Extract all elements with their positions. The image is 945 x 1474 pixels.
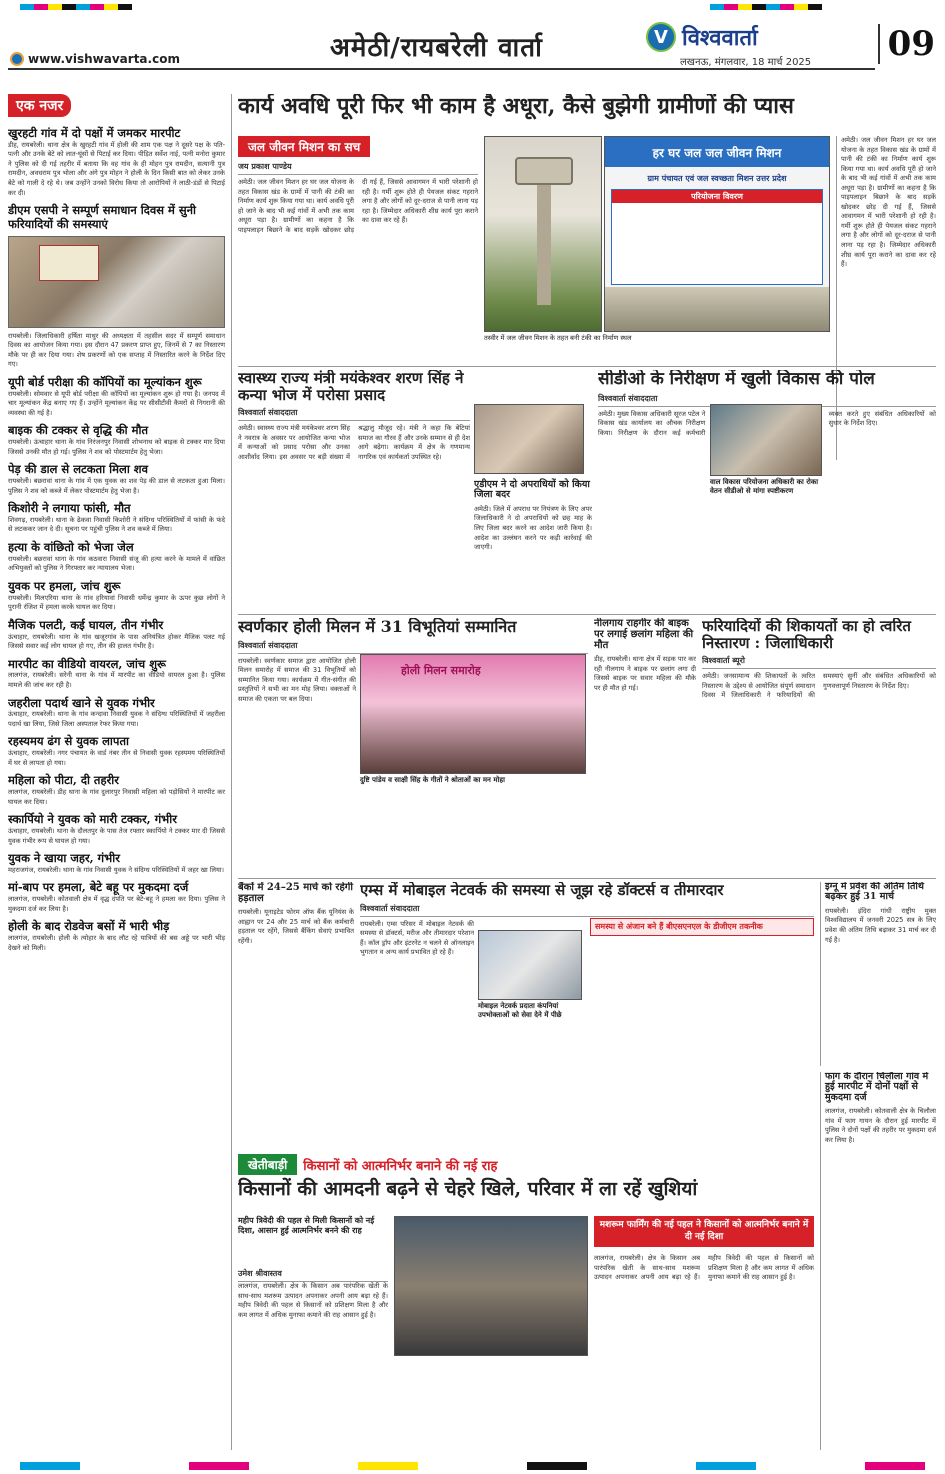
brief-title: युवक पर हमला, जांच शुरू [8,578,121,593]
brief-item [8,580,225,613]
aiims-red-box: समस्या से अंजान बने हैं बीएसएनएल के डीजीएम तकनीक [590,918,814,936]
farming-byline: उमेश श्रीवास्तव [238,1268,388,1282]
lead-photo-caption: तस्वीर में जल जीवन मिशन के तहत बनी टंकी का निर्माण स्थल [484,334,632,342]
cdo-photo-caption: वाल विकास परियोजना अधिकारी का रोका वेतन सीडीओ से मांगा स्पष्टीकरण [710,478,819,495]
brief-item [8,852,225,875]
ek-nazar-label: एक नजर [8,94,71,117]
brief-text: रायबरेली। बछरावां थाना के गांव में एक युवक का शव पेड़ की डाल से लटकता हुआ मिला। पुलिस ने शव को कब्जे में लेकर पोस्टमार्टम हेतु भेजा है। [8,476,225,495]
water-tank-top [515,157,573,185]
brief-item [8,697,225,730]
brief-title: हत्या के वांछितो को भेजा जेल [8,539,134,554]
farming-section-header [238,1154,814,1175]
brief-item [8,463,225,496]
lead-story-tag: जल जीवन मिशन का सच [238,136,370,157]
minister-story [238,370,470,610]
footer-registration-bars [0,1462,945,1470]
brief-item [8,376,225,418]
brief-title: डीएम एसपी ने सम्पूर्ण समाधान दिवस में सुनी फरियादियों की समस्याएं [8,203,197,231]
cdo-headline: सीडीओ के निरीक्षण में खुली विकास की पोल [598,370,875,389]
farming-tag: खेतीबाड़ी [238,1154,297,1175]
farming-text: लालगंज, रायबरेली। क्षेत्र के किसान अब पारंपरिक खेती के साथ-साथ मशरूम उत्पादन अपनाकर अपनी आय बढ़ा रहे हैं। महीप त्रिवेदी की पहल से किसानों को प्रशिक्षण मिला है और कम लागत में अधिक मुनाफा कमाने की राह आसान हुई है। [238,1282,388,1319]
row-rule-3 [238,878,936,879]
brief-item [8,127,225,198]
header-rule [8,68,875,70]
brief-item [8,658,225,691]
brief-item [8,424,225,457]
water-tank-photo [484,136,602,332]
brief-title: स्कार्पियो ने युवक को मारी टक्कर, गंभीर [8,812,177,827]
holi-headline: स्वर्णकार होली मिलन में 31 विभूतियां सम्मानित [238,618,517,636]
samadhan-diwas-photo [8,236,225,328]
woman-story [594,618,696,874]
left-column [8,94,232,1450]
brief-text: लालगंज, रायबरेली। सरेनी थाना के गांव में मारपीट का वीडियो वायरल हुआ है। पुलिस मामले की जांच कर रही है। [8,671,225,689]
brief-item [8,619,225,652]
sign-ground [605,287,829,331]
farming-callout: महीप त्रिवेदी की पहल से मिली किसानों को नई दिशा, आसान हुई आत्मनिर्भर बनने की राह [238,1216,375,1236]
brief-text: शिवगढ़, रायबरेली। थाना के ढेकवा निवासी किशोरी ने संदिग्ध परिस्थितियों में फांसी के फंदे से लटककर जान दे दी। सूचना पर पहुंची पुलिस ने शव कब्जे में लिया। [8,515,225,534]
water-tank-column [537,185,551,305]
fight-story [820,1072,936,1450]
brief-item [8,813,225,846]
brief-item [8,735,225,768]
farming-red-box: मशरूम फार्मिंग की नई पहल ने किसानों को आत्मनिर्भर बनाने में दी नई दिशा [594,1216,814,1247]
sign-subheading: ग्राम पंचायत एवं जल स्वच्छता मिशन उत्तर प्रदेश [647,174,787,183]
brief-text: लालगंज, रायबरेली। कोतवाली क्षेत्र में वृद्ध दंपति पर बेटे-बहू ने हमला कर दिया। पुलिस ने मुकदमा दर्ज कर लिया है। [8,895,225,913]
brief-text: ऊंचाहार, रायबरेली। थाना के गांव खजूरगांव के पास अनियंत्रित होकर मैजिक पलट गई जिससे सवार कई लोग घायल हो गए, तीन की हालत गंभीर है। [8,632,225,651]
row-rule-2 [238,614,936,615]
lead-headline: कार्य अवधि पूरी फिर भी काम है अधूरा, कैसे बुझेगी ग्रामीणों की प्यास [238,94,794,119]
brief-text: रायबरेली। ऊंचाहार थाना के गांव निरंजनपुर निवासी शोभनाथ को बाइक से टक्कर मार दिया जिससे उनकी मौत हो गई। पुलिस ने शव को पोस्टमार्टम हेतु भेजा। [8,438,225,456]
dm-headline: फरियादियों की शिकायतों का हो त्वरित निस्तारण : जिलाधिकारी [702,618,911,652]
brief-text: ऊंचाहार, रायबरेली। थाना के दौलतपुर के पास तेज रफ्तार स्कार्पियो ने टक्कर मार दी जिससे युवक गंभीर रूप से घायल हो गया। [8,827,225,845]
bank-text: रायबरेली। यूनाइटेड फोरम ऑफ बैंक यूनियंस के आह्वान पर 24 और 25 मार्च को बैंक कर्मचारी हड़ताल पर रहेंगे, जिससे बैंकिंग सेवाएं प्रभावित रहेंगी। [238,908,354,945]
aiims-text: रायबरेली। एम्स परिसर में मोबाइल नेटवर्क की समस्या से डॉक्टर्स, मरीज और तीमारदार परेशान हैं। कॉल ड्रॉप और इंटरनेट न चलने से ऑनलाइन भुगतान व अन्य कार्य प्रभावित हो रहे हैं। [360,919,474,957]
lead-byline: जय प्रकाश पाण्डेय [238,161,478,175]
aiims-photo-caption: मोबाइल नेटवर्क प्रदाता कंपनियां उपभोक्ताओं को सेवा देने में पीछे [478,1002,562,1019]
site-url[interactable] [10,52,180,66]
aiims-photo [478,930,582,1000]
masthead-logo [646,22,758,52]
farming-banner: किसानों को आत्मनिर्भर बनाने की नई राह [303,1158,498,1174]
color-registration-bar-left [20,4,132,10]
dm-story [702,618,936,874]
main-area [238,94,936,1450]
minister-byline: विश्ववार्ता संवाददाता [238,407,470,421]
dm-text: अमेठी। जनसामान्य की शिकायतों के त्वरित निस्तारण के उद्देश्य से आयोजित संपूर्ण समाधान दिवस में जिलाधिकारी ने फरियादियों की समस्याएं सुनीं और संबंधित अधिकारियों को गुणवत्तापूर्ण निस्तारण के निर्देश दिए। [702,672,936,700]
woman-text: डीह, रायबरेली। थाना क्षेत्र में सड़क पार कर रही नीलगाय ने बाइक पर छलांग लगा दी जिससे बाइक पर सवार महिला की मौके पर ही मौत हो गई। [594,655,696,692]
cdo-byline: विश्ववार्ता संवाददाता [598,393,936,407]
minister-headline: स्वास्थ्य राज्य मंत्री मयंकेश्वर शरण सिंह ने कन्या भोज में परोसा प्रसाद [238,370,464,404]
brief-title: युवक ने खाया जहर, गंभीर [8,851,120,866]
holi-photo [360,654,586,774]
aiims-headline: एम्स में मोबाइल नेटवर्क की समस्या से जूझ रहे डॉक्टर्स व तीमारदार [360,882,724,899]
brief-title: रहस्यमय ढंग से युवक लापता [8,734,129,749]
globe-icon [10,52,24,66]
adm-text: अमेठी। जिले में अपराध पर नियंत्रण के लिए अपर जिलाधिकारी ने दो अपराधियों को छह माह के लिए जिला बदर करने का आदेश जारी किया है। आदेश का उल्लंघन करने पर कड़ी कार्रवाई की जाएगी। [474,504,592,552]
brief-title: होली के बाद रोडवेज बसों में भारी भीड़ [8,919,170,934]
brief-title: मारपीट का वीडियो वायरल, जांच शुरू [8,656,166,671]
brief-title: महिला को पीटा, दी तहरीर [8,773,119,788]
lead-story-continuation-text: अमेठी। जल जीवन मिशन हर घर जल योजना के तहत विकास खंड के ग्रामों में पानी की टंकी का निर्माण कार्य शुरू किया गया था। कार्य अवधि पूरी हो जाने के बाद भी कई गांवों में अभी तक काम अधूरा पड़ा है। ग्रामीणों का कहना है कि पाइपलाइन बिछाने के बाद सड़कें खोदकर छोड़ दी गई हैं, जिससे आवागमन में भारी परेशानी हो रही है। गर्मी शुरू होते ही पेयजल संकट गहराने लगा है और लोगों को दूर-दराज से पानी लाना पड़ रहा है। जिम्मेदार अधिकारी शीघ्र कार्य पूरा कराने का दावा कर रहे हैं। [841,136,936,269]
jal-jeevan-sign-photo [604,136,830,332]
farming-headline: किसानों की आमदनी बढ़ने से चेहरे खिले, परिवार में ला रहें खुशियां [238,1178,698,1200]
brief-text: महराजगंज, रायबरेली। थाना के गांव निवासी युवक ने संदिग्ध परिस्थितियों में जहर खा लिया। [8,865,225,874]
ignou-story [820,882,936,1066]
brief-text: लालगंज, रायबरेली। डीह थाना के गांव दुलारपुर निवासी महिला को पड़ोसियों ने मारपीट कर घायल कर दिया। [8,788,225,806]
row-rule-1 [238,366,936,367]
bank-headline: बैंकों में 24–25 मार्च को रहेगी हड़ताल [238,882,354,904]
brief-text: रायबरेली। बछरावां थाना के गांव कठवारा निवासी संजू की हत्या करने के मामले में वांछित अभियुक्तों को पुलिस ने गिरफ्तार कर न्यायालय भेजा। [8,554,225,573]
dateline: लखनऊ, मंगलवार, 18 मार्च 2025 [680,57,812,68]
samadhan-banner [39,245,99,281]
site-url-text: www.vishwavarta.com [28,52,180,66]
brief-title: जहरीला पदार्थ खाने से युवक गंभीर [8,695,155,710]
section-title: अमेठी/रायबरेली वार्ता [330,33,543,63]
brief-title: खुरहटी गांव में दो पक्षों में जमकर मारपीट [8,126,181,140]
sign-heading: हर घर जल जल जीवन मिशन [605,137,829,167]
brief-text: रायबरेली। सोमवार से यूपी बोर्ड परीक्षा की कॉपियों का मूल्यांकन शुरू हो गया है। जनपद में चार मूल्यांकन केंद्र बनाए गए हैं। उन्होंने मूल्यांकन केंद्र पर सीसीटीवी कैमरों से निगरानी की व्यवस्था की गई है। [8,389,225,417]
brief-title: मैजिक पलटी, कई घायल, तीन गंभीर [8,617,164,632]
briefs-list [8,127,225,953]
mushroom-farm-photo [394,1216,588,1356]
brief-text: लालगंज, रायबरेली। होली के त्योहार के बाद लौट रहे यात्रियों की बस अड्डे पर भारी भीड़ देखने को मिली। [8,934,225,952]
logo-name: विश्ववार्ता [682,25,758,51]
minister-text: अमेठी। स्वास्थ्य राज्य मंत्री मयंकेश्वर शरण सिंह ने नवरात्र के अवसर पर आयोजित कन्या भोज में कन्याओं को प्रसाद परोसा और उनका आशीर्वाद लिया। इस अवसर पर बड़ी संख्या में श्रद्धालु मौजूद रहे। मंत्री ने कहा कि बेटियां समाज का गौरव हैं और उनके सम्मान से ही देश आगे बढ़ेगा। कार्यक्रम में क्षेत्र के गणमान्य नागरिक एवं कार्यकर्ता उपस्थित रहे। [238,424,470,461]
woman-headline: नीलगाय राहगीर की बाइक पर लगाई छलांग महिला की मौत [594,618,694,651]
bank-story [238,882,354,1152]
aiims-byline: विश्ववार्ता संवाददाता [360,903,814,917]
brief-text: ऊंचाहार, रायबरेली। थाना के गांव कन्दावा निवासी युवक ने संदिग्ध परिस्थितियों में जहरीला पदार्थ खा लिया, जिसे जिला अस्पताल रेफर किया गया। [8,710,225,728]
brief-title: किशोरी ने लगाया फांसी, मौत [8,501,131,516]
brief-item [8,881,225,914]
lead-headline-block [238,94,936,134]
brief-item [8,502,225,535]
brief-title: पेड़ की डाल से लटकता मिला शव [8,462,149,477]
farming-text-continued: लालगंज, रायबरेली। क्षेत्र के किसान अब पारंपरिक खेती के साथ-साथ मशरूम उत्पादन अपनाकर अपनी आय बढ़ा रहे हैं। महीप त्रिवेदी की पहल से किसानों को प्रशिक्षण मिला है और कम लागत में अधिक मुनाफा कमाने की राह आसान हुई है। [594,1254,814,1282]
holi-photo-banner: होली मिलन समारोह [401,664,481,677]
brief-text: रायबरेली। जिलाधिकारी हर्षिता माथुर की अध्यक्षता में तहसील सदर में सम्पूर्ण समाधान दिवस का आयोजन किया गया। इस दौरान 47 प्रकरण प्राप्त हुए, जिनमें से 7 का निस्तारण मौके पर ही कर दिया गया। शेष प्रकरणों को एक सप्ताह में निस्तारित करने के निर्देश दिए गए। [8,331,225,369]
sign-band: परियोजना विवरण [612,190,822,203]
fight-text: लालगंज, रायबरेली। कोतवाली क्षेत्र के चिलौला गांव में फाग गायन के दौरान हुई मारपीट में पुलिस ने दोनों पक्षों की तहरीर पर मुकदमा दर्ज कर लिया है। [825,1107,936,1144]
holi-text: रायबरेली। स्वर्णकार समाज द्वारा आयोजित होली मिलन समारोह में समाज की 31 विभूतियों को सम्मानित किया गया। कार्यक्रम में गीत-संगीत की प्रस्तुतियों ने सभी का मन मोह लिया। वक्ताओं ने समाज की एकता पर बल दिया। [238,656,356,703]
brief-text: रायबरेली। मिलएरिया थाना के गांव हरियावां निवासी धर्मेन्द्र कुमार के ऊपर कुछ लोगों ने पुरानी रंजिश में हमला करके घायल कर दिया। [8,593,225,612]
brief-title: मां-बाप पर हमला, बेटे बहू पर मुकदमा दर्ज [8,880,189,895]
brief-item [8,774,225,807]
brief-item [8,920,225,953]
brief-item [8,204,225,370]
holi-byline: विश्ववार्ता संवाददाता [238,640,588,654]
ignou-text: रायबरेली। इंदिरा गांधी राष्ट्रीय मुक्त विश्वविद्यालय में जनवरी 2025 सत्र के लिए प्रवेश की अंतिम तिथि बढ़ाकर 31 मार्च कर दी गई है। [825,906,936,944]
brief-text: डीह, रायबरेली। थाना क्षेत्र के खुरहटी गांव में होली की शाम एक पक्ष ने दूसरे पक्ष के पति-पत्नी और उनके बेटे को लात-घूंसों से पिटाई कर दिया। पीड़ित सर्वेश नाई, पत्नी मनोरा कुमार ने पुलिस को दी गई तहरीर में बताया कि वह गांव के ही मोहन पुत्र रामदीन, सत्यानी पुत्र रामदीन, अवधराम पुत्र भोला और अंगे पुत्र मोहन ने होली के दिन किसी बात को लेकर उनके बेटे को गाली दे रहे थे। जब उन्होंने उनको विरोध किया तो आरोपियों ने लाठी-डंडों से पिटाई कर दी। [8,140,225,197]
brief-title: बाइक की टक्कर से वृद्धि की मौत [8,423,149,438]
sign-panel [611,189,823,285]
adm-story [474,370,592,610]
cdo-text: अमेठी। मुख्य विकास अधिकारी सूरज पटेल ने विकास खंड कार्यालय का औचक निरीक्षण किया। निरीक्षण के दौरान कई कर्मचारी व्यक्त करते हुए संबंधित अधिकारियों को सुधार के निर्देश दिए। [598,409,936,437]
color-registration-bar-right [710,4,822,10]
dm-byline: विश्ववार्ता ब्यूरो [702,655,936,669]
adm-headline: एडीएम ने दो अपराधियों को किया जिला बदर [474,479,590,501]
fight-headline: फाग के दौरान चिलौला गांव में हुई मारपीट में दोनों पक्षों से मुकदमा दर्ज [825,1072,929,1103]
brief-text: ऊंचाहार, रायबरेली। नगर पंचायत के वार्ड नंबर तीन से निवासी युवक रहस्यमय परिस्थितियों में घर से लापता हो गया। [8,749,225,767]
lead-story-text: अमेठी। जल जीवन मिशन हर घर जल योजना के तहत विकास खंड के ग्रामों में पानी की टंकी का निर्माण कार्य शुरू किया गया था। कार्य अवधि पूरी हो जाने के बाद भी कई गांवों में अभी तक काम अधूरा पड़ा है। ग्रामीणों का कहना है कि पाइपलाइन बिछाने के बाद सड़कें खोदकर छोड़ दी गई हैं, जिससे आवागमन में भारी परेशानी हो रही है। गर्मी शुरू होते ही पेयजल संकट गहराने लगा है और लोगों को दूर-दराज से पानी लाना पड़ रहा है। जिम्मेदार अधिकारी शीघ्र कार्य पूरा कराने का दावा कर रहे हैं। [238,178,478,234]
cdo-photo [710,404,822,476]
brief-title: यूपी बोर्ड परीक्षा की कॉपियों का मूल्यांकन शुरू [8,374,202,389]
ignou-headline: इग्नू में प्रवेश की अंतिम तिथि बढ़कर हुई 31 मार्च [825,882,924,903]
page-number: 09 [878,24,935,64]
holi-photo-caption: दुष्टि पांडेय व साक्षी सिंह के गीतों ने श्रोताओं का मन मोहा [360,776,505,784]
logo-mark-icon: V [646,22,676,52]
brief-item [8,541,225,574]
